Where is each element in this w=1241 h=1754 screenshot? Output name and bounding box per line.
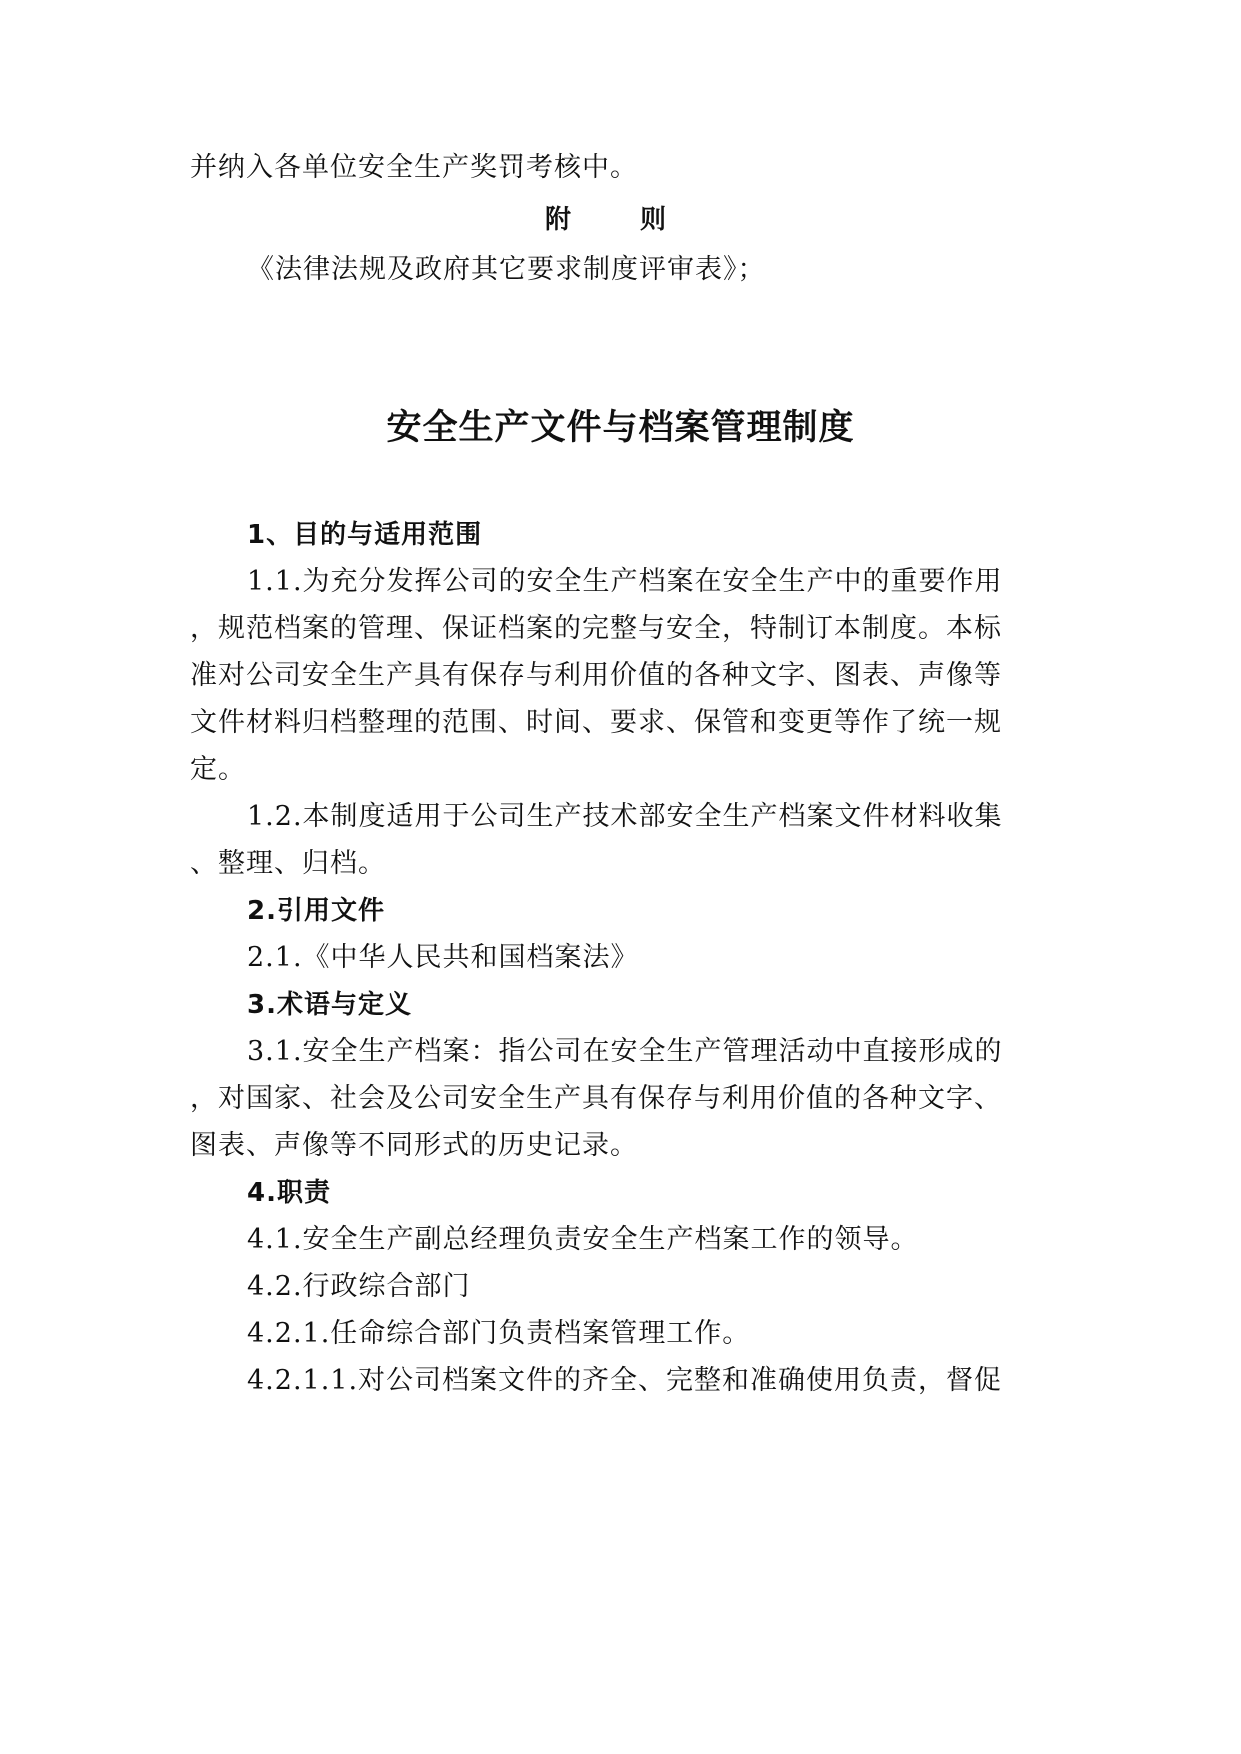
section-1-1-line-5: 定。 — [190, 754, 246, 785]
section-3-1-line-2: ，对国家、社会及公司安全生产具有保存与利用价值的各种文字、 — [190, 1083, 1002, 1114]
section-2-1: 2.1.《中华人民共和国档案法》 — [247, 942, 639, 973]
section-1-1-line-3: 准对公司安全生产具有保存与利用价值的各种文字、图表、声像等 — [190, 660, 1002, 691]
section-1-2-line-1: 1.2.本制度适用于公司生产技术部安全生产档案文件材料收集 — [247, 801, 1003, 832]
section-1-2-line-2: 、整理、归档。 — [190, 848, 386, 879]
appendix-heading: 附 则 — [544, 205, 697, 235]
section-3-1-line-1: 3.1.安全生产档案：指公司在安全生产管理活动中直接形成的 — [247, 1036, 1003, 1067]
document-title: 安全生产文件与档案管理制度 — [386, 408, 855, 448]
section-1-heading: 1、目的与适用范围 — [247, 520, 483, 550]
section-4-heading: 4.职责 — [247, 1178, 331, 1208]
section-4-2-1-1: 4.2.1.1.对公司档案文件的齐全、完整和准确使用负责，督促 — [247, 1365, 1003, 1396]
section-3-heading: 3.术语与定义 — [247, 990, 412, 1020]
section-1-1-line-2: ，规范档案的管理、保证档案的完整与安全，特制订本制度。本标 — [190, 613, 1002, 644]
section-4-2: 4.2.行政综合部门 — [247, 1271, 471, 1302]
section-1-1-line-1: 1.1.为充分发挥公司的安全生产档案在安全生产中的重要作用 — [247, 566, 1003, 597]
section-4-2-1: 4.2.1.任命综合部门负责档案管理工作。 — [247, 1318, 751, 1349]
section-3-1-line-3: 图表、声像等不同形式的历史记录。 — [190, 1130, 638, 1161]
appendix-item: 《法律法规及政府其它要求制度评审表》； — [247, 254, 766, 285]
prev-section-last-line: 并纳入各单位安全生产奖罚考核中。 — [190, 152, 638, 183]
section-2-heading: 2.引用文件 — [247, 896, 385, 926]
section-1-1-line-4: 文件材料归档整理的范围、时间、要求、保管和变更等作了统一规 — [190, 707, 1002, 738]
section-4-1: 4.1.安全生产副总经理负责安全生产档案工作的领导。 — [247, 1224, 919, 1255]
